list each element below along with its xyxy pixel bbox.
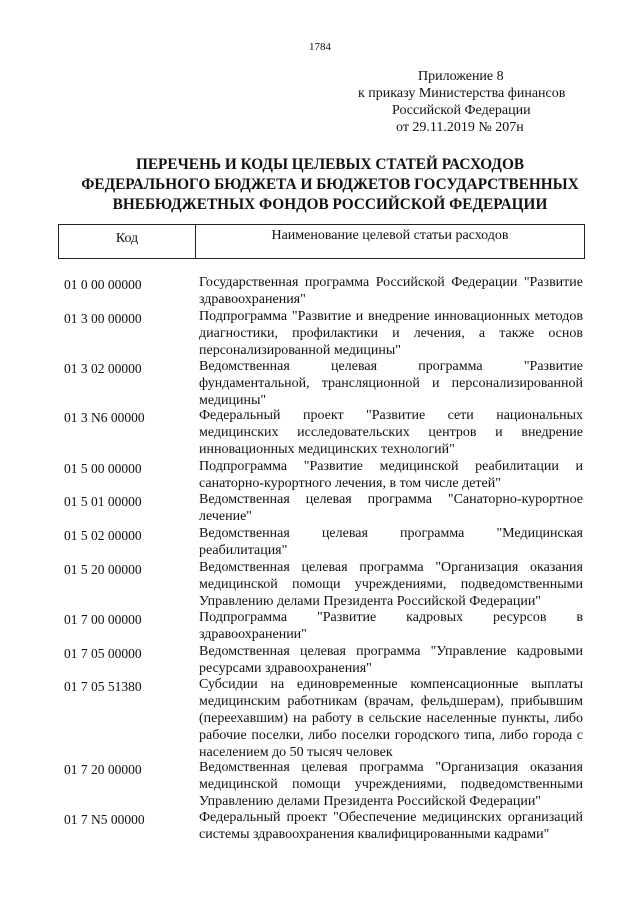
- row-name: Федеральный проект "Развитие сети национальных медицинских исследовательских центров и внедрение инновационных медицинских технологий": [199, 408, 583, 457]
- title-line: ФЕДЕРАЛЬНОГО БЮДЖЕТА И БЮДЖЕТОВ ГОСУДАРСТВЕННЫХ: [81, 176, 579, 193]
- row-name: Ведомственная целевая программа "Организация оказания медицинской помощи учреждениями, подведомственными Управлению делами Президента Российской Федерации": [199, 560, 583, 609]
- row-name: Ведомственная целевая программа "Развитие фундаментальной, трансляционной и персонализированной медицины": [199, 359, 583, 408]
- row-code: 01 5 20 00000: [64, 562, 142, 577]
- column-header-name: Наименование целевой статьи расходов: [271, 228, 509, 243]
- row-name: Подпрограмма "Развитие медицинской реабилитации и санаторно-курортного лечения, в том числе детей": [199, 459, 583, 491]
- row-code: 01 0 00 00000: [64, 277, 142, 292]
- title-line: ВНЕБЮДЖЕТНЫХ ФОНДОВ РОССИЙСКОЙ ФЕДЕРАЦИИ: [112, 196, 548, 213]
- row-code: 01 7 20 00000: [64, 762, 142, 777]
- row-code: 01 3 02 00000: [64, 361, 142, 376]
- row-name: Субсидии на единовременные компенсационные выплаты медицинским работникам (врачам, фельдшерам), прибывшим (переехавшим) на работу в сельские населенные пункты, либо рабочие поселки, либо поселки городского типа, либо города с населением до 50 тысяч человек: [199, 677, 583, 760]
- column-header-code: Код: [115, 231, 139, 246]
- row-code: 01 7 05 51380: [64, 679, 142, 694]
- row-name: Федеральный проект "Обеспечение медицинских организаций системы здравоохранения квалифицированными кадрами": [199, 810, 583, 842]
- appendix-line: Приложение 8: [418, 69, 504, 84]
- appendix-block: [330, 68, 570, 136]
- row-code: 01 5 00 00000: [64, 461, 142, 476]
- row-name: Подпрограмма "Развитие кадровых ресурсов в здравоохранении": [199, 610, 583, 642]
- row-name: Подпрограмма "Развитие и внедрение инновационных методов диагностики, профилактики и лечения, а также основ персонализированной медицины": [199, 309, 583, 358]
- row-code: 01 7 00 00000: [64, 612, 142, 627]
- appendix-line: от 29.11.2019 № 207н: [396, 120, 524, 135]
- row-name: Государственная программа Российской Федерации "Развитие здравоохранения": [199, 275, 583, 307]
- document-title: [60, 155, 600, 215]
- appendix-line: Российской Федерации: [392, 103, 531, 118]
- row-name: Ведомственная целевая программа "Организация оказания медицинской помощи учреждениями, подведомственными Управлению делами Президента Российской Федерации": [199, 760, 583, 809]
- page-number: 1784: [309, 41, 331, 53]
- title-line: ПЕРЕЧЕНЬ И КОДЫ ЦЕЛЕВЫХ СТАТЕЙ РАСХОДОВ: [135, 156, 525, 173]
- row-code: 01 7 05 00000: [64, 646, 142, 661]
- row-code: 01 3 00 00000: [64, 311, 142, 326]
- row-name: Ведомственная целевая программа "Медицинская реабилитация": [199, 526, 583, 558]
- row-name: Ведомственная целевая программа "Управление кадровыми ресурсами здравоохранения": [199, 644, 583, 676]
- table-header: [58, 224, 585, 259]
- row-code: 01 3 N6 00000: [64, 410, 145, 425]
- row-code: 01 7 N5 00000: [64, 812, 145, 827]
- appendix-line: к приказу Министерства финансов: [358, 86, 566, 101]
- row-name: Ведомственная целевая программа "Санаторно-курортное лечение": [199, 492, 583, 524]
- row-code: 01 5 02 00000: [64, 528, 142, 543]
- row-code: 01 5 01 00000: [64, 494, 142, 509]
